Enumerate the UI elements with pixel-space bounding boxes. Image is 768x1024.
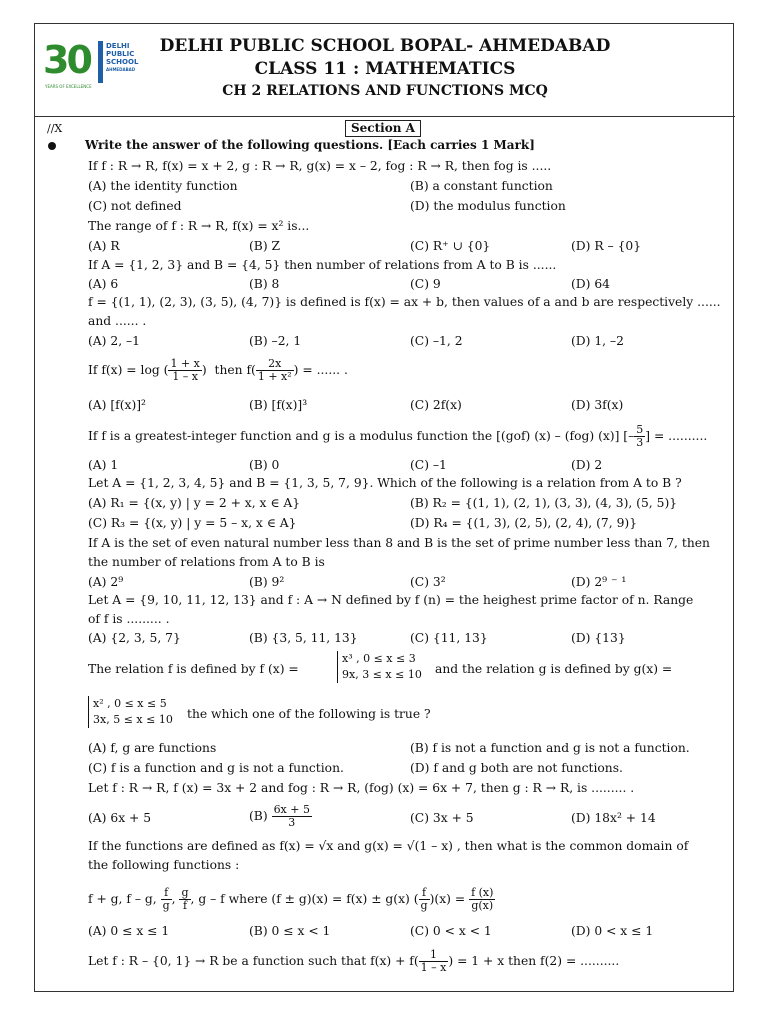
q7-option-c: (C) R₃ = {(x, y) | y = 5 – x, x ∈ A} bbox=[88, 516, 297, 530]
q3-option-c: (C) 9 bbox=[410, 277, 441, 291]
q5-option-a: (A) [f(x)]² bbox=[88, 398, 146, 412]
q4-option-a: (A) 2, –1 bbox=[88, 334, 140, 348]
q2-stem: The range of f : R → R, f(x) = x² is... bbox=[88, 219, 310, 233]
q3-option-d: (D) 64 bbox=[571, 277, 611, 291]
mark-label: //X bbox=[47, 122, 63, 135]
q3-stem: If A = {1, 2, 3} and B = {4, 5} then number of relations from A to B is ...... bbox=[88, 258, 557, 272]
q10-option-a: (A) f, g are functions bbox=[88, 741, 217, 755]
q5-option-c: (C) 2f(x) bbox=[410, 398, 462, 412]
q6-option-b: (B) 0 bbox=[249, 458, 280, 472]
q4-stem: f = {(1, 1), (2, 3), (3, 5), (4, 7)} is defined is f(x) = ax + b, then values of a and b are respectively ...... bbox=[88, 295, 721, 309]
q11-option-c: (C) 3x + 5 bbox=[410, 811, 474, 825]
logo-text: DELHI PUBLIC SCHOOL AHMEDABAD bbox=[106, 42, 139, 72]
q6-option-c: (C) –1 bbox=[410, 458, 447, 472]
q10-piecewise-g: x² , 0 ≤ x ≤ 5 3x, 5 ≤ x ≤ 10 bbox=[88, 696, 173, 728]
chapter-title: CH 2 RELATIONS AND FUNCTIONS MCQ bbox=[222, 83, 548, 99]
q8-stem-cont: the number of relations from A to B is bbox=[88, 555, 325, 569]
q6-stem: If f is a greatest-integer function and g is a modulus function the [(gof) (x) – (fog) (x)] [– $\frac{5}{3}$ ] = .......... bbox=[88, 423, 708, 449]
q9-option-b: (B) {3, 5, 11, 13} bbox=[249, 631, 358, 645]
q10-option-d: (D) f and g both are not functions. bbox=[410, 761, 623, 775]
q13-fraction: $\frac{1}{1 - x}$ bbox=[420, 948, 447, 974]
logo-tagline: YEARS OF EXCELLENCE bbox=[45, 84, 92, 89]
q10-stem-cont: and the relation g is defined by g(x) = bbox=[435, 662, 673, 676]
q9-option-a: (A) {2, 3, 5, 7} bbox=[88, 631, 181, 645]
q4-option-b: (B) –2, 1 bbox=[249, 334, 302, 348]
q12-stem: If the functions are defined as f(x) = √x and g(x) = √(1 – x) , then what is the common domain of bbox=[88, 839, 689, 853]
header-divider bbox=[35, 116, 735, 117]
q1-option-b: (B) a constant function bbox=[410, 179, 553, 193]
bullet-icon bbox=[48, 142, 56, 150]
q13-stem: Let f : R – {0, 1} → R be a function such that f(x) + f( $\frac{1}{1 - x}$ ) = 1 + x then f(2) = .......... bbox=[88, 948, 620, 974]
q3-option-b: (B) 8 bbox=[249, 277, 280, 291]
q11-stem: Let f : R → R, f (x) = 3x + 2 and fog : R → R, (fog) (x) = 6x + 7, then g : R → R, is ......... . bbox=[88, 781, 635, 795]
exam-page bbox=[34, 23, 734, 992]
q9-stem-cont: of f is ......... . bbox=[88, 612, 170, 626]
q10-stem: The relation f is defined by f (x) = bbox=[88, 662, 299, 676]
q5-option-b: (B) [f(x)]³ bbox=[249, 398, 308, 412]
logo-30: 30 bbox=[43, 38, 90, 82]
q10-option-c: (C) f is a function and g is not a function. bbox=[88, 761, 344, 775]
q2-option-a: (A) R bbox=[88, 239, 120, 253]
section-label: Section A bbox=[345, 120, 421, 137]
q12-expressions: f + g, f – g, $\frac{f}{g}$ , $\frac{g}{f}$ , g – f where (f ± g)(x) = f(x) ± g(x) ( $\frac{f}{g}$ )(x) = $\frac{f (x)}{g(x)}$ bbox=[88, 886, 494, 912]
q6-option-d: (D) 2 bbox=[571, 458, 603, 472]
q2-option-d: (D) R – {0} bbox=[571, 239, 642, 253]
q12-stem-cont: the following functions : bbox=[88, 858, 240, 872]
q11-option-a: (A) 6x + 5 bbox=[88, 811, 152, 825]
q4-stem-cont: and ...... . bbox=[88, 314, 147, 328]
q11-option-b: (B) $\frac{6x + 5}{3}$ bbox=[249, 803, 310, 829]
q12-option-c: (C) 0 < x < 1 bbox=[410, 924, 492, 938]
q2-option-c: (C) R⁺ ∪ {0} bbox=[410, 239, 491, 253]
q3-option-a: (A) 6 bbox=[88, 277, 119, 291]
q1-stem: If f : R → R, f(x) = x + 2, g : R → R, g(x) = x – 2, fog : R → R, then fog is ..... bbox=[88, 159, 552, 173]
q7-option-b: (B) R₂ = {(1, 1), (2, 1), (3, 3), (4, 3), (5, 5)} bbox=[410, 496, 678, 510]
q5-fraction-2: $\frac{2x}{\text{1 + x²}}$ bbox=[257, 357, 292, 383]
q10-option-b: (B) f is not a function and g is not a function. bbox=[410, 741, 690, 755]
q5-stem: If f(x) = log ( $\frac{1 + x}{1 - x}$ ) then f( $\frac{2x}{\text{1 + x²}}$ ) = ...... . bbox=[88, 357, 348, 383]
q2-option-b: (B) Z bbox=[249, 239, 281, 253]
q5-fraction-1: $\frac{1 + x}{1 - x}$ bbox=[170, 357, 200, 383]
q1-option-d: (D) the modulus function bbox=[410, 199, 566, 213]
q8-option-a: (A) 2⁹ bbox=[88, 575, 124, 589]
q1-option-c: (C) not defined bbox=[88, 199, 182, 213]
q12-option-d: (D) 0 < x ≤ 1 bbox=[571, 924, 654, 938]
q12-option-a: (A) 0 ≤ x ≤ 1 bbox=[88, 924, 170, 938]
q9-stem: Let A = {9, 10, 11, 12, 13} and f : A → N defined by f (n) = the heighest prime factor of n. Range bbox=[88, 593, 694, 607]
q8-option-b: (B) 9² bbox=[249, 575, 285, 589]
q9-option-d: (D) {13} bbox=[571, 631, 626, 645]
q4-option-d: (D) 1, –2 bbox=[571, 334, 624, 348]
q4-option-c: (C) –1, 2 bbox=[410, 334, 463, 348]
q11-fraction: $\frac{6x + 5}{3}$ bbox=[273, 803, 310, 829]
q8-option-c: (C) 3² bbox=[410, 575, 446, 589]
class-title: CLASS 11 : MATHEMATICS bbox=[254, 59, 516, 79]
q10-piecewise-f: x³ , 0 ≤ x ≤ 3 9x, 3 ≤ x ≤ 10 bbox=[337, 651, 422, 683]
q8-option-d: (D) 2⁹ ⁻ ¹ bbox=[571, 575, 627, 589]
q7-option-d: (D) R₄ = {(1, 3), (2, 5), (2, 4), (7, 9)} bbox=[410, 516, 638, 530]
q11-option-d: (D) 18x² + 14 bbox=[571, 811, 656, 825]
q5-option-d: (D) 3f(x) bbox=[571, 398, 624, 412]
instruction: Write the answer of the following questions. [Each carries 1 Mark] bbox=[85, 138, 535, 152]
school-name: DELHI PUBLIC SCHOOL BOPAL- AHMEDABAD bbox=[159, 36, 611, 56]
q7-option-a: (A) R₁ = {(x, y) | y = 2 + x, x ∈ A} bbox=[88, 496, 301, 510]
q9-option-c: (C) {11, 13} bbox=[410, 631, 488, 645]
q6-option-a: (A) 1 bbox=[88, 458, 119, 472]
q8-stem: If A is the set of even natural number less than 8 and B is the set of prime number less than 7, then bbox=[88, 536, 710, 550]
q12-option-b: (B) 0 ≤ x < 1 bbox=[249, 924, 331, 938]
q10-stem-tail: the which one of the following is true ? bbox=[187, 707, 431, 721]
q6-fraction: $\frac{5}{3}$ bbox=[636, 423, 644, 449]
q7-stem: Let A = {1, 2, 3, 4, 5} and B = {1, 3, 5, 7, 9}. Which of the following is a relation from A to B ? bbox=[88, 476, 682, 490]
q1-option-a: (A) the identity function bbox=[88, 179, 238, 193]
header bbox=[35, 24, 735, 116]
